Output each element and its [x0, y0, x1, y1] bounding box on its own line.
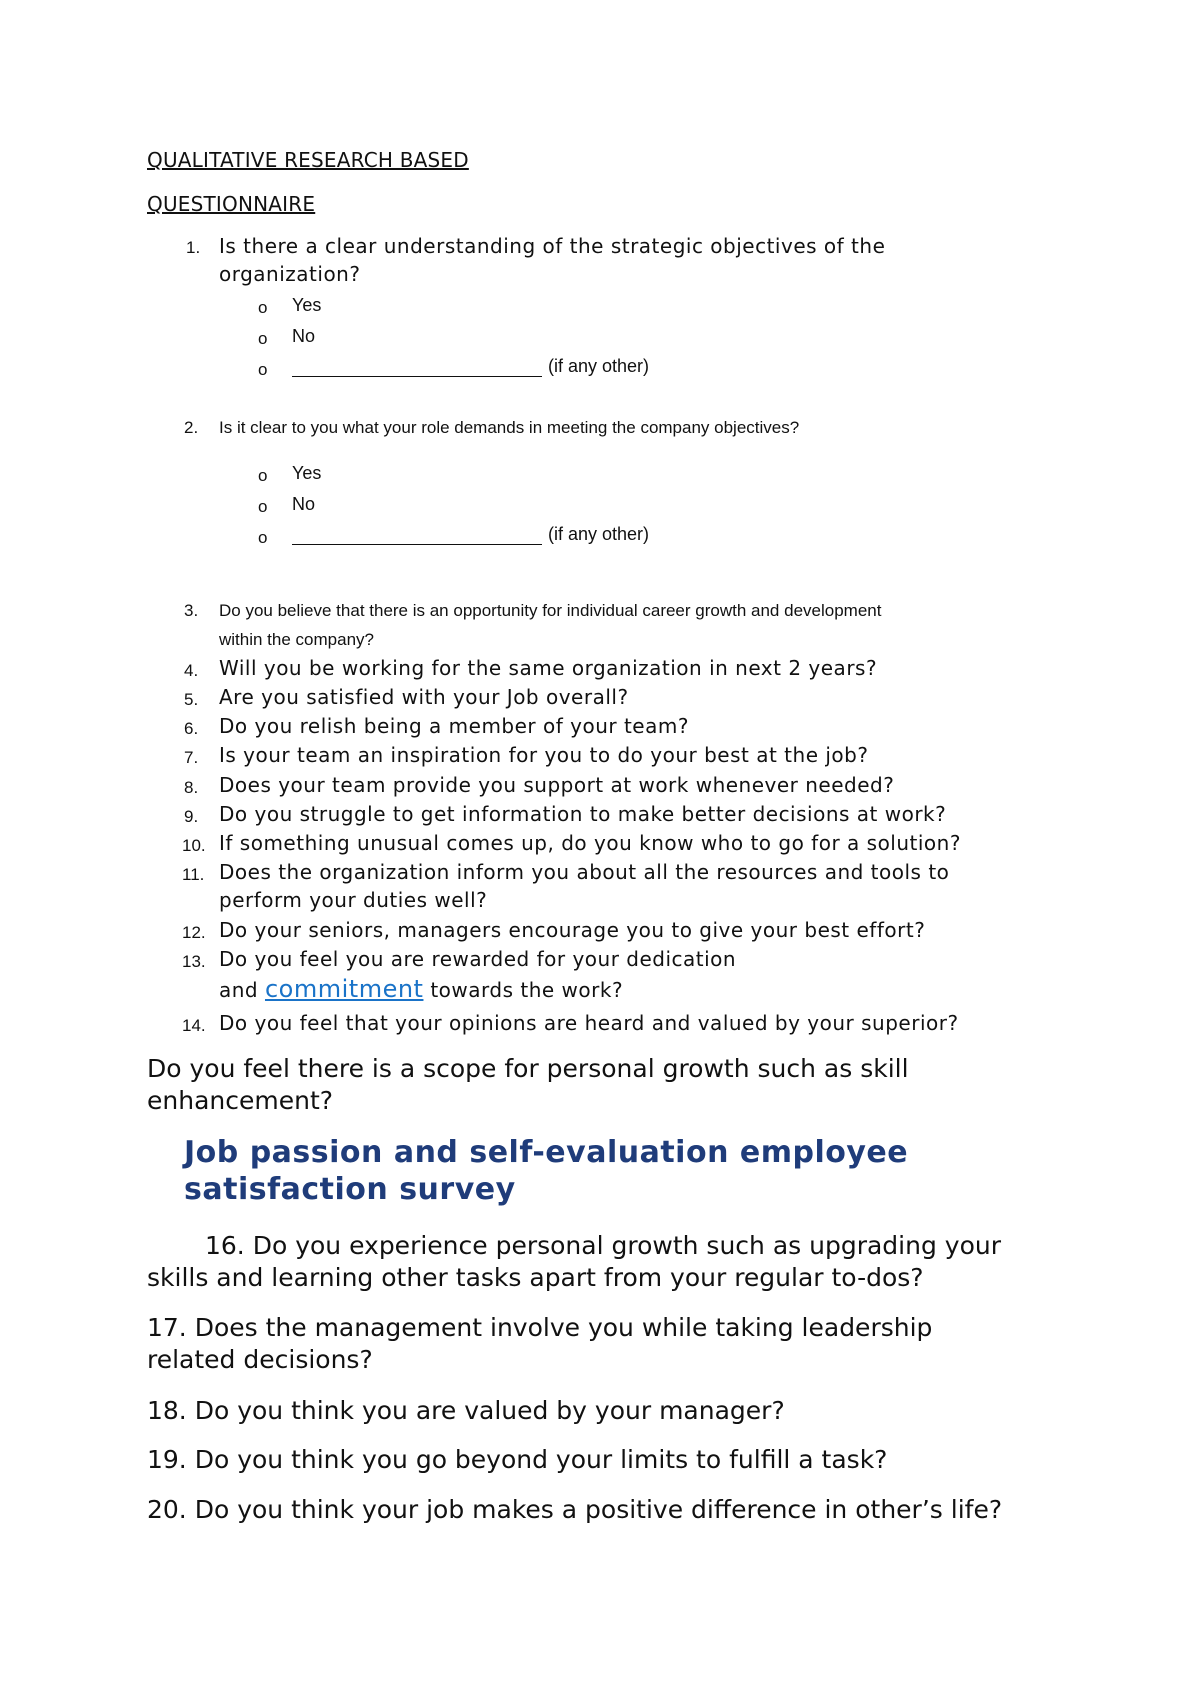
- q15-text-line-1: Do you feel there is a scope for personal growth such as skill: [147, 1054, 909, 1083]
- q12-number: 12.: [182, 923, 206, 942]
- q5-text: Are you satisfied with your Job overall?: [219, 685, 629, 709]
- option-label: Yes: [292, 463, 322, 483]
- q13-text-line-1: Do you feel you are rewarded for your dedication: [219, 947, 737, 971]
- heading-line-2: QUESTIONNAIRE: [147, 192, 316, 216]
- heading-line-1: QUALITATIVE RESEARCH BASED: [147, 148, 469, 172]
- q1-number: 1.: [186, 238, 201, 257]
- option-bullet-icon: o: [258, 329, 268, 348]
- q13-text-prefix: and: [219, 978, 265, 1002]
- q10-text: If something unusual comes up, do you know who to go for a solution?: [219, 831, 961, 855]
- q8-text: Does your team provide you support at work whenever needed?: [219, 773, 895, 797]
- q11-text-line-2: perform your duties well?: [219, 888, 488, 912]
- option-label: (if any other): [548, 356, 650, 376]
- option-bullet-icon: o: [258, 466, 268, 485]
- option-bullet-icon: o: [258, 298, 268, 317]
- q15-text-line-2: enhancement?: [147, 1086, 334, 1115]
- q7-text: Is your team an inspiration for you to do your best at the job?: [219, 743, 869, 767]
- answer-blank-line[interactable]: [292, 526, 542, 545]
- q3-text-line-2: within the company?: [219, 630, 374, 649]
- q16-text-line-2: skills and learning other tasks apart from your regular to-dos?: [147, 1263, 924, 1292]
- q17-text-line-1: 17. Does the management involve you while taking leadership: [147, 1313, 933, 1342]
- option-label: (if any other): [548, 524, 650, 544]
- section-title-line-1: Job passion and self-evaluation employee: [184, 1135, 909, 1170]
- q6-number: 6.: [184, 719, 199, 738]
- q20-text: 20. Do you think your job makes a positive difference in other’s life?: [147, 1495, 1003, 1524]
- commitment-link[interactable]: commitment: [264, 975, 424, 1003]
- q5-number: 5.: [184, 690, 199, 709]
- q1-text-line-1: Is there a clear understanding of the strategic objectives of the: [219, 234, 886, 258]
- q3-number: 3.: [184, 601, 199, 620]
- q8-number: 8.: [184, 778, 199, 797]
- q10-number: 10.: [182, 836, 206, 855]
- option-bullet-icon: o: [258, 360, 268, 379]
- q11-text-line-1: Does the organization inform you about all the resources and tools to: [219, 860, 950, 884]
- q12-text: Do your seniors, managers encourage you to give your best effort?: [219, 918, 926, 942]
- q19-text: 19. Do you think you go beyond your limits to fulfill a task?: [147, 1445, 888, 1474]
- option-label: Yes: [292, 295, 322, 315]
- answer-blank-line[interactable]: [292, 358, 542, 377]
- q14-text: Do you feel that your opinions are heard and valued by your superior?: [219, 1011, 959, 1035]
- q3-text-line-1: Do you believe that there is an opportunity for individual career growth and development: [219, 601, 882, 620]
- option-other-label: [292, 524, 649, 545]
- section-title-line-2: satisfaction survey: [184, 1172, 516, 1207]
- q9-text: Do you struggle to get information to make better decisions at work?: [219, 802, 947, 826]
- q4-number: 4.: [184, 661, 199, 680]
- q17-text-line-2: related decisions?: [147, 1345, 373, 1374]
- q18-text: 18. Do you think you are valued by your manager?: [147, 1396, 785, 1425]
- option-bullet-icon: o: [258, 528, 268, 547]
- q14-number: 14.: [182, 1016, 206, 1035]
- q11-number: 11.: [182, 865, 205, 884]
- q2-text: Is it clear to you what your role demands in meeting the company objectives?: [219, 418, 800, 437]
- q2-number: 2.: [184, 418, 199, 437]
- q13-text-line-2: [219, 975, 623, 1003]
- q9-number: 9.: [184, 807, 199, 826]
- q16-text-line-1: 16. Do you experience personal growth such as upgrading your: [205, 1231, 1001, 1260]
- q13-number: 13.: [182, 952, 206, 971]
- option-bullet-icon: o: [258, 497, 268, 516]
- q7-number: 7.: [184, 748, 199, 767]
- option-other-label: [292, 356, 649, 377]
- q6-text: Do you relish being a member of your team?: [219, 714, 689, 738]
- option-label: No: [292, 494, 316, 514]
- q13-text-suffix: towards the work?: [423, 978, 624, 1002]
- option-label: No: [292, 326, 316, 346]
- q1-text-line-2: organization?: [219, 262, 361, 286]
- q4-text: Will you be working for the same organization in next 2 years?: [219, 656, 878, 680]
